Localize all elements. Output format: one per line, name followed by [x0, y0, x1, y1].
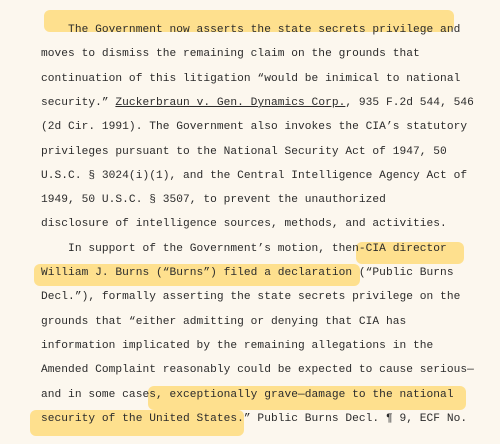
text-line [41, 339, 433, 353]
text-span: Amended Complaint reasonably could be expected to cause serious— [41, 364, 474, 377]
text-line [41, 193, 386, 207]
text-span: Decl.”), formally asserting the state secrets privilege on the [41, 291, 461, 304]
text-span: moves to dismiss the remaining claim on the grounds that [41, 48, 420, 61]
text-span: disclosure of intelligence sources, methods, and activities. [41, 218, 447, 231]
text-span: U.S.C. § 3024(i)(1), and the Central Intelligence Agency Act of [41, 169, 468, 182]
text-span: continuation of this litigation “would be inimical to national [41, 72, 461, 85]
text-line [41, 217, 447, 231]
text-line [41, 72, 460, 86]
text-span: , 935 F.2d 544, 546 [345, 96, 474, 109]
text-span: information implicated by the remaining allegations in the [41, 339, 434, 352]
text-line [41, 96, 474, 110]
text-line [41, 145, 447, 159]
text-line [41, 388, 454, 402]
text-span: grounds that “either admitting or denying that CIA has [41, 315, 407, 328]
text-span: In support of the Government’s motion, then-CIA director [41, 242, 447, 255]
text-line [41, 266, 454, 280]
text-line [41, 315, 406, 329]
text-span: 1949, 50 U.S.C. § 3507, to prevent the unauthorized [41, 194, 386, 207]
text-span: and in some cases, exceptionally grave—damage to the national [41, 388, 454, 401]
text-span: The Government now asserts the state secrets privilege and [41, 24, 461, 36]
text-line [41, 242, 447, 256]
text-span: security of the United States.” Public Burns Decl. ¶ 9, ECF No. [41, 412, 468, 425]
text-span: (2d Cir. 1991). The Government also invokes the CIA’s statutory [41, 121, 468, 134]
text-line [41, 290, 460, 304]
text-line [41, 120, 467, 134]
text-line [41, 412, 467, 426]
text-line [41, 23, 460, 37]
text-span: security.” [41, 96, 116, 109]
text-span: William J. Burns (“Burns”) filed a declaration (“Public Burns [41, 267, 454, 279]
text-span: privileges pursuant to the National Security Act of 1947, 50 [41, 145, 447, 158]
text-line [41, 169, 467, 183]
case-citation: Zuckerbraun v. Gen. Dynamics Corp. [115, 96, 346, 109]
text-line [41, 47, 420, 61]
text-line [41, 363, 474, 377]
